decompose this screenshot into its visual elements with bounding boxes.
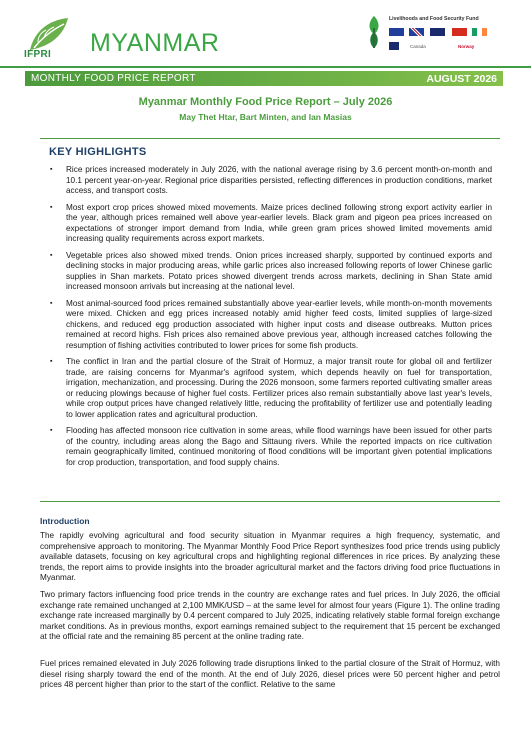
highlight-item xyxy=(48,203,492,245)
report-authors: May Thet Htar, Bart Minten, and Ian Masias xyxy=(179,112,352,122)
partner-fund-title: Livelihoods and Food Security Fund xyxy=(389,16,479,22)
highlight-item xyxy=(48,426,492,468)
highlight-item xyxy=(48,165,492,197)
key-highlights-title: KEY HIGHLIGHTS xyxy=(49,146,147,158)
ireland-logo-icon xyxy=(472,28,487,36)
bullet-icon: ▪ xyxy=(50,251,53,259)
australia-logo-icon xyxy=(430,28,445,36)
report-title: Myanmar Monthly Food Price Report – July 2026 xyxy=(138,96,393,108)
new-zealand-logo-icon xyxy=(389,42,399,50)
intro-paragraph: Two primary factors influencing food price trends in the country are exchange rates and fuel prices. In July 2026, the official exchange rate remained unchanged at 2,100 MMK/USD – at the same level for almost four years (Figure 1). The online trading exchange rate increased marginally by 0.4 percent compared to July 2025, indicating relatively stable formal foreign exchange market conditions. As in previous months, export earnings remained subject to the requirement that 15 percent be exchanged at the official rate and the remaining 85 percent at the online trading rate. xyxy=(40,590,500,641)
intro-paragraph: Fuel prices remained elevated in July 2026 following trade disruptions linked to the partial closure of the Strait of Hormuz, with diesel rising sharply toward the end of the month. At the end of July 2026, diesel prices were 50 percent higher and petrol prices 48 percent higher than prior to the start of the conflict. Relative to the same xyxy=(40,659,500,689)
highlight-item xyxy=(48,299,492,352)
highlight-text: Most export crop prices showed mixed movements. Maize prices declined following strong export activity earlier in the year, although prices remained well above year-earlier levels. Black gram and pigeon pea prices increased on expectations of stronger import demand from India, while green gram prices showed limited movements amid increasing quality requirements across export markets. xyxy=(66,202,492,243)
banner-date: AUGUST 2026 xyxy=(426,72,497,85)
highlight-text: Flooding has affected monsoon rice cultivation in some areas, while flood warnings have been issued for other parts of the country, including areas along the Bago and Sittaung rivers. While the reported impacts on rice cultivation remain geographically limited, continued monitoring of flood conditions will be important given potential implications for crop production, transportation, and food supply chains. xyxy=(66,426,492,467)
lift-fund-logo-icon xyxy=(365,14,383,50)
bullet-icon: ▪ xyxy=(50,299,53,307)
eu-flag-icon xyxy=(389,28,404,36)
bullet-icon: ▪ xyxy=(50,166,53,173)
highlight-text: Vegetable prices also showed mixed trends. Onion prices increased sharply, supported by continued exports and declining stocks in major producing areas, while garlic prices also increased following reports of lower Chinese garlic supplies in Shan markets. Potato prices showed divergent trends across markets, declining in Shan State amid increased monsoon arrivals but increasing at the national level. xyxy=(66,250,492,291)
bullet-icon: ▪ xyxy=(50,203,53,211)
highlight-text: The conflict in Iran and the partial closure of the Strait of Hormuz, a major transit route for global oil and fertilizer trade, are raising concerns for Myanmar's agrifood system, which depends heavily on fuel for transportation, irrigation, mechanization, and processing. During the 2026 monsoon, some farmers reported cultivating smaller areas or reducing plowings because of higher fuel costs. Fertilizer prices also remain substantially above last year's levels, while crop output prices have changed relatively little, reducing the profitability of fertilizer use and potentially leading to lower application rates and agricultural production. xyxy=(66,357,492,419)
uk-flag-icon xyxy=(409,28,424,36)
canada-logo: Canada xyxy=(410,44,426,49)
highlight-text: Rice prices increased moderately in July 2026, with the national average rising by 3.6 percent month-on-month and 10.1 percent year-on-year. Regional price disparities persisted, reflecting differences in production conditions, market access, and transport costs. xyxy=(66,165,492,195)
norway-logo: Norway xyxy=(458,44,475,49)
introduction-heading: Introduction xyxy=(40,516,90,526)
highlight-item xyxy=(48,251,492,293)
highlight-text: Most animal-sourced food prices remained substantially above year-earlier levels, while month-on-month movements were mixed. Chicken and egg prices increased notably amid higher feed costs, limited supplies of large-sized chickens, and reduced egg production associated with higher input costs and disease outbreaks. Mutton prices remained at record highs. Fish prices also remained above previous year, although increased catches following the resumption of fishing activities contributed to lower prices for some fish products. xyxy=(66,298,492,350)
key-highlights-box xyxy=(40,138,500,502)
banner-report-type: MONTHLY FOOD PRICE REPORT xyxy=(31,72,196,84)
header-divider xyxy=(0,66,531,68)
intro-paragraph: The rapidly evolving agricultural and food security situation in Myanmar requires a high frequency, systematic, and comprehensive approach to monitoring. The Myanmar Monthly Food Price Report synthesizes food price trends using publicly available datasets, focusing on key agricultural crops and highlighting regional differences in rice prices. By analyzing these trends, the report aims to provide insights into the broader agricultural market and the factors driving food price fluctuations in Myanmar. xyxy=(40,531,500,582)
ifpri-logo-text: IFPRI xyxy=(24,49,52,60)
bullet-icon: ▪ xyxy=(50,427,53,434)
report-banner xyxy=(25,71,503,86)
highlight-item xyxy=(48,357,492,420)
swiss-flag-icon xyxy=(452,28,467,36)
bullet-icon: ▪ xyxy=(50,358,53,365)
country-title: MYANMAR xyxy=(90,29,220,57)
key-highlights-list xyxy=(48,165,492,474)
